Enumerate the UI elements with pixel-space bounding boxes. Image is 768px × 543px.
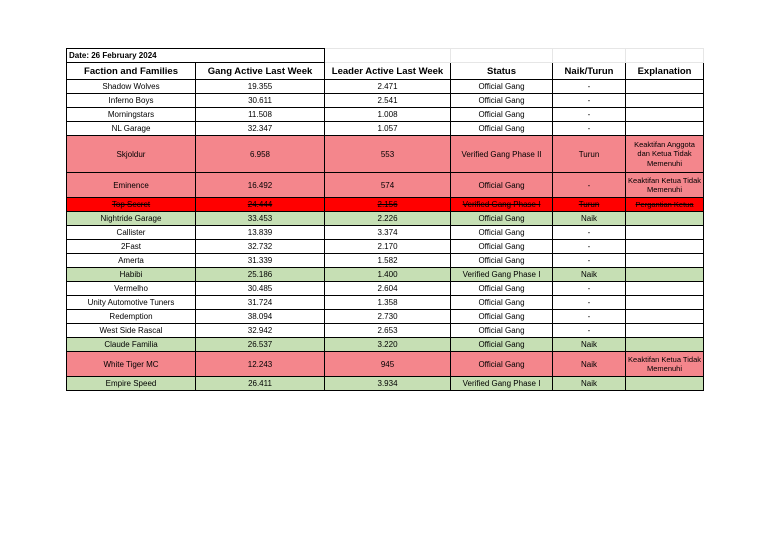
- faction-name-cell[interactable]: Shadow Wolves: [67, 80, 196, 94]
- explanation-cell[interactable]: [626, 240, 704, 254]
- faction-name-cell[interactable]: Unity Automotive Tuners: [67, 296, 196, 310]
- leader-active-cell[interactable]: 2.604: [325, 282, 451, 296]
- gang-active-cell[interactable]: 31.339: [196, 254, 325, 268]
- leader-active-cell[interactable]: 553: [325, 136, 451, 173]
- gang-active-cell[interactable]: 6.958: [196, 136, 325, 173]
- gang-active-cell[interactable]: 30.485: [196, 282, 325, 296]
- explanation-cell[interactable]: [626, 377, 704, 391]
- explanation-cell[interactable]: [626, 338, 704, 352]
- faction-name-cell[interactable]: Top Secret: [67, 198, 196, 212]
- naik-turun-cell[interactable]: -: [553, 324, 626, 338]
- explanation-cell[interactable]: [626, 254, 704, 268]
- faction-name-cell[interactable]: Habibi: [67, 268, 196, 282]
- faction-name-cell[interactable]: Nightride Garage: [67, 212, 196, 226]
- table-row: [67, 352, 704, 377]
- status-cell[interactable]: Verified Gang Phase I: [451, 377, 553, 391]
- status-cell[interactable]: Official Gang: [451, 226, 553, 240]
- naik-turun-cell[interactable]: Naik: [553, 352, 626, 377]
- naik-turun-cell[interactable]: Turun: [553, 136, 626, 173]
- leader-active-cell[interactable]: 1.582: [325, 254, 451, 268]
- naik-turun-cell[interactable]: -: [553, 122, 626, 136]
- status-cell[interactable]: Official Gang: [451, 94, 553, 108]
- naik-turun-cell[interactable]: -: [553, 226, 626, 240]
- date-row: [67, 49, 704, 63]
- gang-active-cell[interactable]: 19.355: [196, 80, 325, 94]
- header-leader-active[interactable]: Leader Active Last Week: [325, 63, 451, 80]
- faction-name-cell[interactable]: Callister: [67, 226, 196, 240]
- table-body: [67, 80, 704, 391]
- faction-name-cell[interactable]: Amerta: [67, 254, 196, 268]
- explanation-cell[interactable]: [626, 324, 704, 338]
- leader-active-cell[interactable]: 2.156: [325, 198, 451, 212]
- naik-turun-cell[interactable]: -: [553, 254, 626, 268]
- gang-active-cell[interactable]: 11.508: [196, 108, 325, 122]
- table-row: [67, 173, 704, 198]
- leader-active-cell[interactable]: 1.057: [325, 122, 451, 136]
- status-cell[interactable]: Verified Gang Phase II: [451, 136, 553, 173]
- leader-active-cell[interactable]: 2.730: [325, 310, 451, 324]
- faction-name-cell[interactable]: Eminence: [67, 173, 196, 198]
- status-cell[interactable]: Official Gang: [451, 352, 553, 377]
- naik-turun-cell[interactable]: -: [553, 310, 626, 324]
- table-row: [67, 338, 704, 352]
- leader-active-cell[interactable]: 1.358: [325, 296, 451, 310]
- status-cell[interactable]: Official Gang: [451, 240, 553, 254]
- status-cell[interactable]: Verified Gang Phase I: [451, 198, 553, 212]
- explanation-cell[interactable]: [626, 310, 704, 324]
- explanation-cell[interactable]: Pergantian Ketua: [626, 198, 704, 212]
- leader-active-cell[interactable]: 574: [325, 173, 451, 198]
- header-status[interactable]: Status: [451, 63, 553, 80]
- table-row: [67, 282, 704, 296]
- status-cell[interactable]: Official Gang: [451, 296, 553, 310]
- table-row: [67, 254, 704, 268]
- explanation-cell[interactable]: [626, 296, 704, 310]
- gang-active-cell[interactable]: 32.942: [196, 324, 325, 338]
- status-cell[interactable]: Official Gang: [451, 282, 553, 296]
- gang-active-cell[interactable]: 38.094: [196, 310, 325, 324]
- empty-cell[interactable]: [451, 49, 553, 63]
- explanation-cell[interactable]: [626, 108, 704, 122]
- gang-active-cell[interactable]: 32.732: [196, 240, 325, 254]
- date-cell[interactable]: Date: 26 February 2024: [67, 49, 325, 63]
- faction-name-cell[interactable]: 2Fast: [67, 240, 196, 254]
- explanation-cell[interactable]: Keaktifan Anggota dan Ketua Tidak Memenuhi: [626, 136, 704, 173]
- header-faction[interactable]: Faction and Families: [67, 63, 196, 80]
- naik-turun-cell[interactable]: -: [553, 108, 626, 122]
- faction-name-cell[interactable]: Morningstars: [67, 108, 196, 122]
- explanation-cell[interactable]: [626, 268, 704, 282]
- explanation-cell[interactable]: [626, 212, 704, 226]
- empty-cell[interactable]: [325, 49, 451, 63]
- leader-active-cell[interactable]: 945: [325, 352, 451, 377]
- table-row: [67, 268, 704, 282]
- status-cell[interactable]: Official Gang: [451, 324, 553, 338]
- gang-active-cell[interactable]: 33.453: [196, 212, 325, 226]
- status-cell[interactable]: Official Gang: [451, 173, 553, 198]
- table-row: [67, 108, 704, 122]
- table-row: [67, 80, 704, 94]
- gang-active-cell[interactable]: 30.611: [196, 94, 325, 108]
- gang-active-cell[interactable]: 25.186: [196, 268, 325, 282]
- gang-active-cell[interactable]: 13.839: [196, 226, 325, 240]
- faction-name-cell[interactable]: Vermelho: [67, 282, 196, 296]
- explanation-cell[interactable]: [626, 282, 704, 296]
- leader-active-cell[interactable]: 3.374: [325, 226, 451, 240]
- explanation-cell[interactable]: [626, 80, 704, 94]
- status-cell[interactable]: Official Gang: [451, 338, 553, 352]
- gang-active-cell[interactable]: 26.411: [196, 377, 325, 391]
- naik-turun-cell[interactable]: Naik: [553, 212, 626, 226]
- leader-active-cell[interactable]: 3.934: [325, 377, 451, 391]
- gang-active-cell[interactable]: 16.492: [196, 173, 325, 198]
- leader-active-cell[interactable]: 3.220: [325, 338, 451, 352]
- status-cell[interactable]: Official Gang: [451, 122, 553, 136]
- table-row: [67, 198, 704, 212]
- leader-active-cell[interactable]: 1.400: [325, 268, 451, 282]
- table-row: [67, 296, 704, 310]
- spreadsheet-sheet: [66, 48, 703, 391]
- header-gang-active[interactable]: Gang Active Last Week: [196, 63, 325, 80]
- naik-turun-cell[interactable]: -: [553, 296, 626, 310]
- faction-name-cell[interactable]: NL Garage: [67, 122, 196, 136]
- table-row: [67, 212, 704, 226]
- gang-active-cell[interactable]: 12.243: [196, 352, 325, 377]
- naik-turun-cell[interactable]: Naik: [553, 377, 626, 391]
- gang-active-cell[interactable]: 32.347: [196, 122, 325, 136]
- leader-active-cell[interactable]: 2.653: [325, 324, 451, 338]
- empty-cell[interactable]: [553, 49, 626, 63]
- status-cell[interactable]: Official Gang: [451, 212, 553, 226]
- status-cell[interactable]: Official Gang: [451, 254, 553, 268]
- naik-turun-cell[interactable]: Naik: [553, 268, 626, 282]
- naik-turun-cell[interactable]: -: [553, 240, 626, 254]
- naik-turun-cell[interactable]: -: [553, 80, 626, 94]
- leader-active-cell[interactable]: 2.226: [325, 212, 451, 226]
- status-cell[interactable]: Official Gang: [451, 310, 553, 324]
- table-row: [67, 94, 704, 108]
- leader-active-cell[interactable]: 2.170: [325, 240, 451, 254]
- naik-turun-cell[interactable]: -: [553, 282, 626, 296]
- table-row: [67, 122, 704, 136]
- table-row: [67, 310, 704, 324]
- naik-turun-cell[interactable]: -: [553, 94, 626, 108]
- gang-activity-table: [66, 48, 704, 391]
- faction-name-cell[interactable]: Skjoldur: [67, 136, 196, 173]
- table-row: [67, 324, 704, 338]
- table-row: [67, 136, 704, 173]
- faction-name-cell[interactable]: West Side Rascal: [67, 324, 196, 338]
- faction-name-cell[interactable]: Claude Familia: [67, 338, 196, 352]
- faction-name-cell[interactable]: Inferno Boys: [67, 94, 196, 108]
- leader-active-cell[interactable]: 1.008: [325, 108, 451, 122]
- naik-turun-cell[interactable]: -: [553, 173, 626, 198]
- table-row: [67, 377, 704, 391]
- status-cell[interactable]: Verified Gang Phase I: [451, 268, 553, 282]
- leader-active-cell[interactable]: 2.471: [325, 80, 451, 94]
- explanation-cell[interactable]: [626, 94, 704, 108]
- header-explanation[interactable]: Explanation: [626, 63, 704, 80]
- naik-turun-cell[interactable]: Naik: [553, 338, 626, 352]
- leader-active-cell[interactable]: 2.541: [325, 94, 451, 108]
- empty-cell[interactable]: [626, 49, 704, 63]
- explanation-cell[interactable]: Keaktifan Ketua Tidak Memenuhi: [626, 352, 704, 377]
- gang-active-cell[interactable]: 24.444: [196, 198, 325, 212]
- header-row: [67, 63, 704, 80]
- explanation-cell[interactable]: [626, 226, 704, 240]
- status-cell[interactable]: Official Gang: [451, 80, 553, 94]
- explanation-cell[interactable]: Keaktifan Ketua Tidak Memenuhi: [626, 173, 704, 198]
- gang-active-cell[interactable]: 26.537: [196, 338, 325, 352]
- faction-name-cell[interactable]: Empire Speed: [67, 377, 196, 391]
- explanation-cell[interactable]: [626, 122, 704, 136]
- gang-active-cell[interactable]: 31.724: [196, 296, 325, 310]
- table-row: [67, 240, 704, 254]
- status-cell[interactable]: Official Gang: [451, 108, 553, 122]
- table-row: [67, 226, 704, 240]
- naik-turun-cell[interactable]: Turun: [553, 198, 626, 212]
- header-naik-turun[interactable]: Naik/Turun: [553, 63, 626, 80]
- faction-name-cell[interactable]: Redemption: [67, 310, 196, 324]
- faction-name-cell[interactable]: White Tiger MC: [67, 352, 196, 377]
